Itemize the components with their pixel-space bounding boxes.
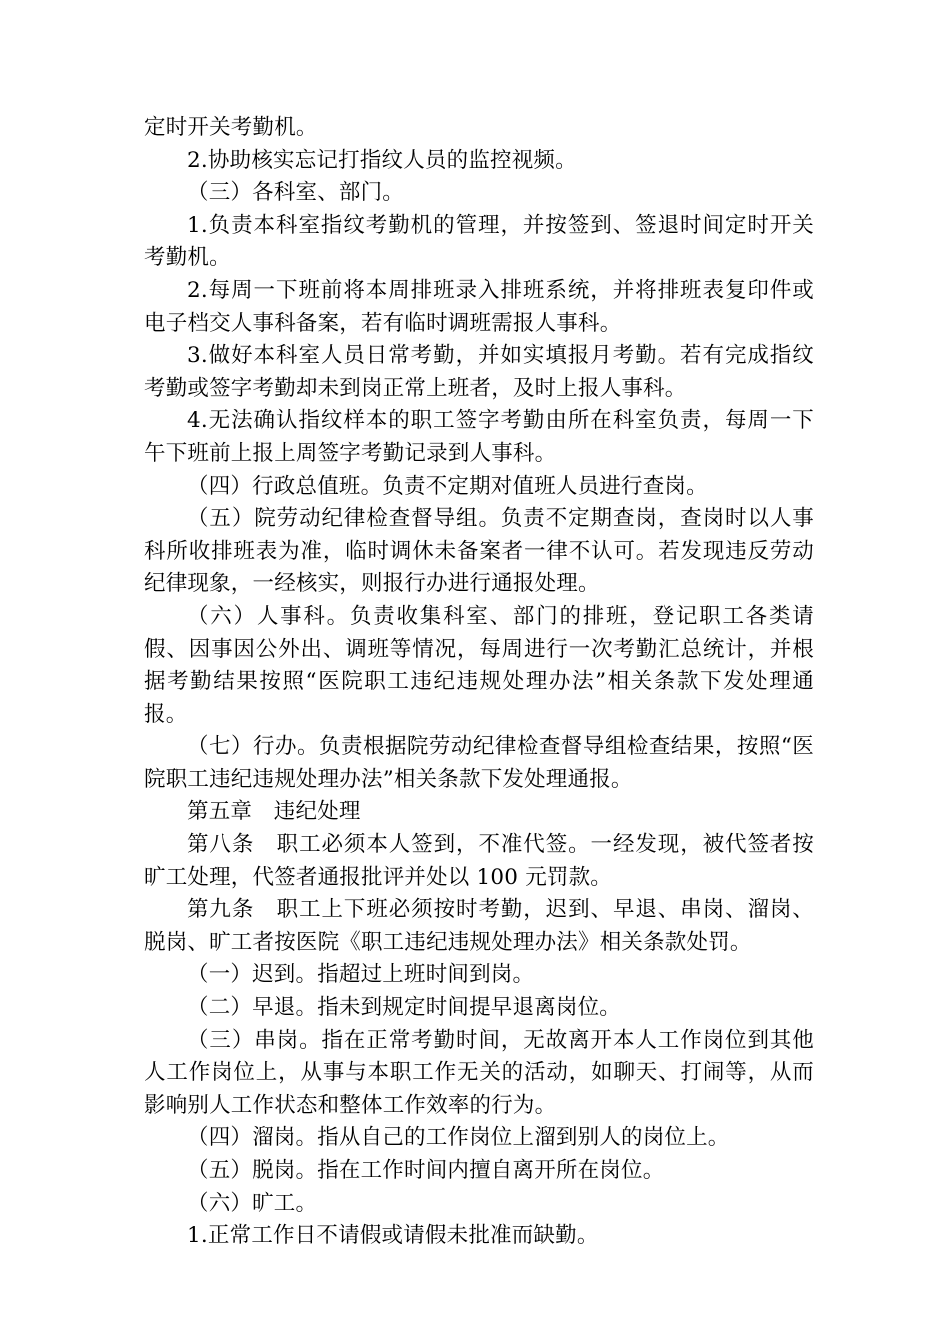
paragraph: 定时开关考勤机。 [144,115,318,140]
paragraph: 4.无法确认指纹样本的职工签字考勤由所在科室负责，每周一下午下班前上报上周签字考勤记录到人事科。 [144,408,814,466]
article-paragraph: 第八条 职工必须本人签到，不准代签。一经发现，被代签者按旷工处理，代签者通报批评并处以 100 元罚款。 [144,832,814,890]
paragraph: （一）迟到。指超过上班时间到岗。 [187,962,535,988]
paragraph: 3.做好本科室人员日常考勤，并如实填报月考勤。若有完成指纹考勤或签字考勤却未到岗正常上班者，及时上报人事科。 [144,343,814,401]
paragraph: （六）旷工。 [187,1190,318,1216]
paragraph: （五）院劳动纪律检查督导组。负责不定期查岗，查岗时以人事科所收排班表为准，临时调休未备案者一律不认可。若发现违反劳动纪律现象，一经核实，则报行办进行通报处理。 [144,506,814,597]
paragraph: （七）行办。负责根据院劳动纪律检查督导组检查结果，按照“医院职工违纪违规处理办法”相关条款下发处理通报。 [144,734,814,792]
paragraph: （四）行政总值班。负责不定期对值班人员进行查岗。 [187,473,708,499]
paragraph: （四）溜岗。指从自己的工作岗位上溜到别人的岗位上。 [187,1125,730,1151]
paragraph: （二）早退。指未到规定时间提早退离岗位。 [187,995,622,1021]
paragraph: （三）串岗。指在正常考勤时间，无故离开本人工作岗位到其他人工作岗位上，从事与本职工作无关的活动，如聊天、打闹等，从而影响别人工作状态和整体工作效率的行为。 [144,1027,814,1118]
paragraph: （五）脱岗。指在工作时间内擅自离开所在岗位。 [187,1158,665,1183]
article-paragraph: 第九条 职工上下班必须按时考勤，迟到、早退、串岗、溜岗、脱岗、旷工者按医院《职工违纪违规处理办法》相关条款处罚。 [144,897,814,955]
chapter-heading: 第五章 违纪处理 [187,799,361,825]
paragraph: 2.每周一下班前将本周排班录入排班系统，并将排班表复印件或电子档交人事科备案，若有临时调班需报人事科。 [144,277,814,336]
section-heading: （三）各科室、部门。 [187,180,405,206]
document-body [144,112,814,1253]
paragraph: 1.正常工作日不请假或请假未批准而缺勤。 [187,1223,599,1249]
paragraph: 1.负责本科室指纹考勤机的管理，并按签到、签退时间定时开关考勤机。 [144,212,814,271]
paragraph: 2.协助核实忘记打指纹人员的监控视频。 [187,147,577,173]
paragraph: （六）人事科。负责收集科室、部门的排班，登记职工各类请假、因事因公外出、调班等情况，每周进行一次考勤汇总统计，并根据考勤结果按照“医院职工违纪违规处理办法”相关条款下发处理通报。 [144,603,814,727]
